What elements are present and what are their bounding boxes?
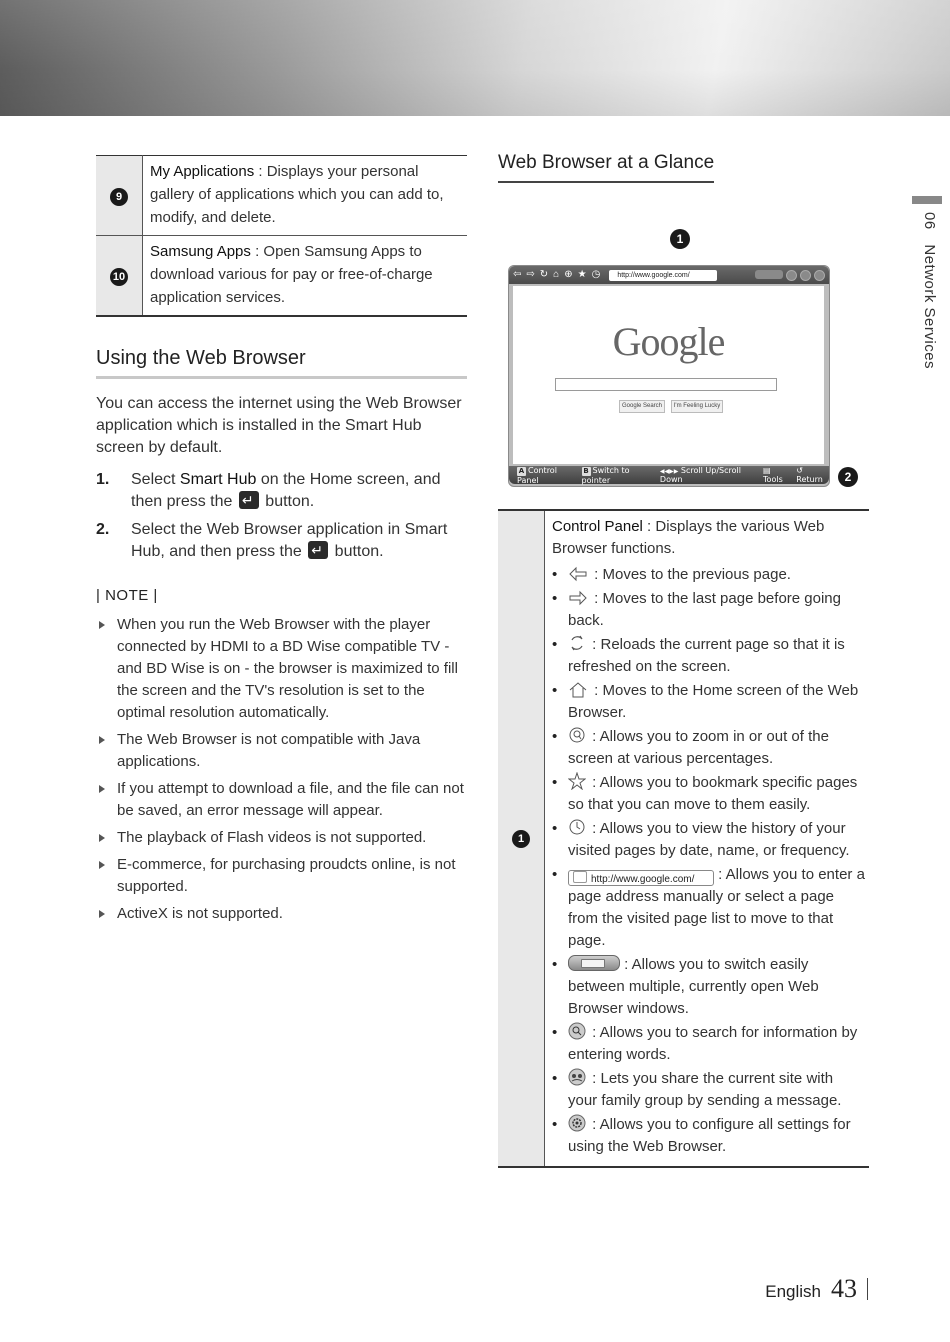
hint-label: Tools — [763, 475, 783, 484]
item-text: : Moves to the Home screen of the Web Browser. — [568, 682, 859, 721]
control-panel-table — [498, 509, 869, 1168]
list-item — [552, 954, 865, 1020]
note-item: E-commerce, for purchasing proudcts online, is not supported. — [96, 854, 468, 898]
apps-table — [96, 155, 467, 317]
item-text: : Reloads the current page so that it is refreshed on the screen. — [568, 636, 845, 675]
skip-keys-icon: ◀◀▶▶ — [659, 468, 679, 475]
section-intro: You can access the internet using the Web Browser application which is installed in the Smart Hub screen by default. — [96, 395, 462, 456]
item-text: : Moves to the last page before going back. — [568, 590, 841, 629]
history-icon: ◷ — [591, 269, 601, 280]
hint-scroll — [660, 466, 757, 484]
row-marker-cell — [498, 510, 545, 1167]
url-field: http://www.google.com/ — [609, 270, 717, 281]
callout-1: 1 — [670, 229, 690, 249]
search-icon — [786, 270, 797, 281]
step-text-pre: Select the Web Browser application in Smart Hub, and then press the — [131, 521, 448, 560]
control-panel-intro — [552, 516, 865, 560]
step-text-post: on the Home screen, and then press the — [131, 471, 441, 510]
toolbar-right-group — [755, 270, 829, 281]
home-icon: ⌂ — [553, 269, 560, 280]
zoom-icon — [568, 726, 586, 744]
row-marker: 1 — [512, 830, 530, 848]
browser-toolbar — [509, 266, 829, 284]
history-icon — [568, 818, 586, 836]
table-row — [498, 510, 869, 1167]
search-icon — [568, 1022, 586, 1040]
row-text-cell — [545, 510, 870, 1167]
page-icon — [573, 871, 587, 883]
page-number: 43 — [831, 1274, 857, 1303]
reload-icon: ↻ — [539, 269, 549, 280]
item-text: : Allows you to view the history of your visited pages by date, name, or frequency. — [568, 820, 850, 859]
list-item — [552, 818, 865, 862]
step-text-end: button. — [330, 543, 384, 560]
chapter-label — [921, 212, 938, 369]
browser-bottom-bar — [509, 466, 829, 484]
step-number: 2. — [96, 521, 110, 538]
step-text-bold: Smart Hub — [179, 471, 257, 488]
url-field-icon — [568, 870, 714, 886]
item-text: : Allows you to enter a page address manually or select a page from the visited page list to move to that page. — [568, 866, 865, 949]
browser-screenshot — [498, 183, 870, 493]
hint-label: Control Panel — [517, 465, 557, 485]
item-text: : Allows you to zoom in or out of the screen at various percentages. — [568, 728, 829, 767]
note-item: The Web Browser is not compatible with Java applications. — [96, 729, 468, 773]
zoom-icon: ⊕ — [564, 269, 573, 280]
browser-window — [508, 265, 830, 487]
callout-2: 2 — [838, 467, 858, 487]
reload-icon — [568, 634, 586, 652]
item-name: Samsung Apps — [150, 243, 251, 260]
share-icon — [800, 270, 811, 281]
google-search-button: Google Search — [619, 400, 665, 413]
item-name: My Applications — [150, 163, 255, 180]
hint-control-panel — [517, 466, 576, 485]
hint-switch-pointer — [582, 466, 654, 485]
note-item: ActiveX is not supported. — [96, 903, 468, 925]
item-text: : Allows you to switch easily between multiple, currently open Web Browser windows. — [568, 956, 819, 1017]
settings-gear-icon — [568, 1114, 586, 1132]
step-item — [96, 519, 468, 563]
settings-gear-icon — [814, 270, 825, 281]
list-item — [552, 588, 865, 632]
chapter-tab-marker — [912, 196, 942, 204]
list-item — [552, 864, 865, 952]
item-text: : Allows you to search for information by entering words. — [568, 1024, 858, 1063]
list-item — [552, 564, 865, 586]
row-text-cell — [143, 236, 468, 317]
key-a-icon: A — [518, 466, 525, 475]
control-items-list — [552, 564, 865, 1158]
row-marker: 10 — [110, 268, 128, 286]
item-desc: : Displays your personal gallery of applications which you can add to, modify, and delete. — [150, 163, 444, 226]
browser-page — [513, 286, 824, 464]
window-switch-icon — [755, 270, 783, 279]
notes-list — [96, 614, 468, 925]
section-title: Using the Web Browser — [96, 347, 467, 379]
note-item: The playback of Flash videos is not supported. — [96, 827, 468, 849]
item-text: : Moves to the previous page. — [590, 566, 791, 583]
row-marker-cell — [96, 236, 143, 317]
tools-icon: ▤ — [763, 466, 771, 475]
list-item — [552, 680, 865, 724]
control-panel-title: Control Panel — [552, 518, 643, 535]
back-arrow-icon — [568, 566, 588, 582]
glance-title: Web Browser at a Glance — [498, 152, 714, 183]
row-text-cell — [143, 156, 468, 236]
step-number: 1. — [96, 471, 110, 488]
google-logo: Google — [612, 319, 725, 364]
note-item: If you attempt to download a file, and the file can not be saved, an error message will appear. — [96, 778, 468, 822]
note-heading: | NOTE | — [96, 587, 158, 604]
share-icon — [568, 1068, 586, 1086]
control-panel-desc: : Displays the various Web Browser functions. — [552, 518, 825, 557]
list-item — [552, 772, 865, 816]
bookmark-star-icon: ★ — [577, 269, 587, 280]
table-row — [96, 156, 467, 236]
footer-divider — [867, 1278, 868, 1300]
hint-label: Switch to pointer — [581, 465, 630, 485]
item-text: : Allows you to configure all settings for using the Web Browser. — [568, 1116, 851, 1155]
chapter-title: Network Services — [921, 244, 938, 370]
footer-language: English — [765, 1282, 821, 1301]
left-column — [96, 155, 468, 930]
window-switch-icon — [568, 955, 620, 971]
page-footer — [765, 1274, 868, 1304]
forward-arrow-icon — [568, 590, 588, 606]
hint-label: Return — [796, 475, 823, 484]
bookmark-star-icon — [568, 772, 586, 790]
item-desc: : Open Samsung Apps to download various for pay or free-of-charge application services. — [150, 243, 433, 306]
hint-return — [796, 466, 829, 484]
list-item — [552, 1114, 865, 1158]
list-item — [552, 634, 865, 678]
url-text: http://www.google.com/ — [591, 874, 695, 885]
chapter-number: 06 — [921, 212, 938, 230]
list-item — [552, 1068, 865, 1112]
hint-tools — [763, 466, 790, 484]
enter-button-icon — [239, 491, 259, 509]
return-icon: ↺ — [796, 466, 803, 475]
home-icon — [568, 682, 588, 698]
header-banner — [0, 0, 950, 116]
list-item — [552, 1022, 865, 1066]
list-item — [552, 726, 865, 770]
table-row — [96, 236, 467, 317]
item-text: : Allows you to bookmark specific pages so that you can move to them easily. — [568, 774, 858, 813]
feeling-lucky-button: I'm Feeling Lucky — [671, 400, 723, 413]
item-text: : Lets you share the current site with your family group by sending a message. — [568, 1070, 842, 1109]
key-b-icon: B — [583, 466, 589, 475]
step-text-end: button. — [260, 493, 315, 510]
forward-arrow-icon: ⇨ — [526, 269, 535, 280]
google-search-box — [555, 378, 777, 391]
row-marker: 9 — [110, 188, 128, 206]
right-column — [498, 152, 870, 1168]
row-marker-cell — [96, 156, 143, 236]
hint-label: Scroll Up/Scroll Down — [659, 466, 741, 484]
step-text-pre: Select — [131, 471, 180, 488]
steps-list — [96, 469, 468, 563]
enter-button-icon — [308, 541, 328, 559]
step-item — [96, 469, 468, 513]
back-arrow-icon: ⇦ — [513, 269, 522, 280]
note-item: When you run the Web Browser with the player connected by HDMI to a BD Wise compatible TV - and BD Wise is on - the browser is maximized to fill the screen and the TV's resolution is set to the optimal resolution automatically. — [96, 614, 468, 724]
